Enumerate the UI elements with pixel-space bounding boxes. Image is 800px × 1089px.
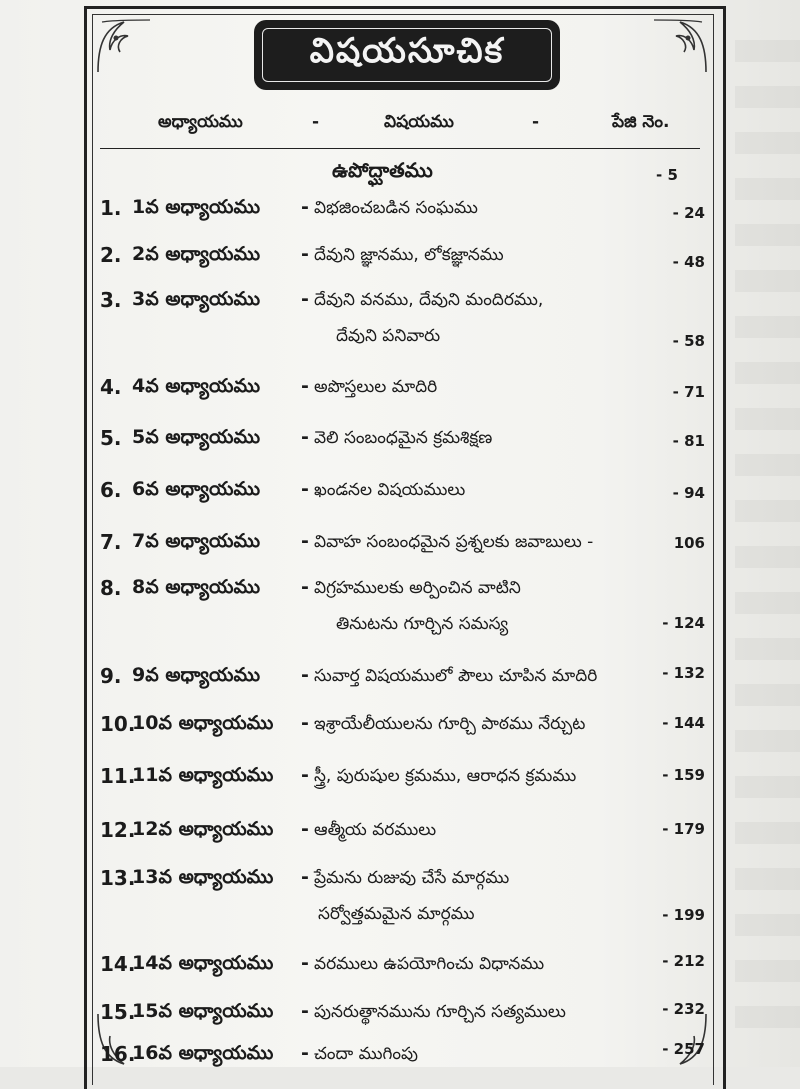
entry-number: 2. xyxy=(100,243,122,267)
entry-subject: ఖండనల విషయములు xyxy=(314,480,466,500)
toc-entry xyxy=(0,426,800,466)
entry-number: 4. xyxy=(100,375,122,399)
column-header-chapter: అధ్యాయము xyxy=(158,112,243,132)
corner-ornament-icon xyxy=(650,16,710,76)
entry-dash: - xyxy=(301,576,309,598)
entry-dash: - xyxy=(301,243,309,265)
entry-subject: వెలి సంబంధమైన క్రమశిక్షణ xyxy=(314,428,493,448)
entry-chapter: 12వ అధ్యాయము xyxy=(132,818,274,840)
toc-entry xyxy=(0,288,800,350)
entry-subject: విభజించబడిన సంఘము xyxy=(314,198,478,218)
entry-dash: - xyxy=(301,1042,309,1064)
entry-subject-continued: తినుటను గూర్చిన సమస్య xyxy=(336,614,509,634)
entry-number: 7. xyxy=(100,530,122,554)
toc-entry xyxy=(0,664,800,704)
entry-dash: - xyxy=(301,712,309,734)
entry-dash: - xyxy=(301,426,309,448)
entry-number: 8. xyxy=(100,576,122,600)
toc-entry xyxy=(0,764,800,804)
column-header-separator: - xyxy=(312,112,320,132)
entry-subject-continued: సర్వోత్తమమైన మార్గము xyxy=(318,904,475,924)
entry-page: - 24 xyxy=(672,204,705,222)
entry-page: 106 xyxy=(673,534,705,552)
toc-entry xyxy=(0,952,800,992)
intro-page-number: - 5 xyxy=(656,166,678,184)
entry-chapter: 15వ అధ్యాయము xyxy=(132,1000,274,1022)
entry-dash: - xyxy=(301,952,309,974)
entry-page: - 94 xyxy=(672,484,705,502)
column-header-separator: - xyxy=(532,112,540,132)
entry-number: 3. xyxy=(100,288,122,312)
entry-number: 13. xyxy=(100,866,136,890)
entry-number: 15. xyxy=(100,1000,136,1024)
toc-entry xyxy=(0,576,800,634)
entry-subject: స్త్రీ, పురుషుల క్రమము, ఆరాధన క్రమము xyxy=(314,766,577,786)
entry-chapter: 14వ అధ్యాయము xyxy=(132,952,274,974)
entry-page: - 48 xyxy=(672,253,705,271)
entry-dash: - xyxy=(301,664,309,686)
entry-chapter: 3వ అధ్యాయము xyxy=(132,288,261,310)
header-rule xyxy=(100,148,700,149)
entry-subject: దేవుని జ్ఞానము, లోకజ్ఞానము xyxy=(314,245,504,265)
entry-number: 5. xyxy=(100,426,122,450)
entry-page: - 81 xyxy=(672,432,705,450)
entry-subject: వివాహ సంబంధమైన ప్రశ్నలకు జవాబులు - xyxy=(314,532,594,552)
entry-page: - 159 xyxy=(662,766,705,784)
intro-label: ఉపోద్ఘాతము xyxy=(332,158,433,182)
entry-dash: - xyxy=(301,1000,309,1022)
entry-number: 14. xyxy=(100,952,136,976)
entry-page: - 232 xyxy=(662,1000,705,1018)
toc-entry xyxy=(0,1000,800,1040)
entry-dash: - xyxy=(301,764,309,786)
entry-subject: ఇశ్రాయేలీయులను గూర్చి పాఠము నేర్చుట xyxy=(314,714,586,734)
entry-dash: - xyxy=(301,818,309,840)
entry-number: 6. xyxy=(100,478,122,502)
entry-number: 11. xyxy=(100,764,136,788)
entry-page: - 212 xyxy=(662,952,705,970)
entry-chapter: 5వ అధ్యాయము xyxy=(132,426,261,448)
entry-page: - 71 xyxy=(672,383,705,401)
toc-entry xyxy=(0,530,800,570)
entry-subject: దేవుని వనము, దేవుని మందిరము, xyxy=(314,290,544,310)
entry-page: - 257 xyxy=(662,1042,705,1058)
entry-chapter: 16వ అధ్యాయము xyxy=(132,1042,274,1064)
entry-subject: ప్రేమను రుజువు చేసే మార్గము xyxy=(314,868,510,888)
entry-dash: - xyxy=(301,530,309,552)
toc-entry xyxy=(0,196,800,236)
entry-number: 9. xyxy=(100,664,122,688)
entry-dash: - xyxy=(301,375,309,397)
entry-chapter: 13వ అధ్యాయము xyxy=(132,866,274,888)
entry-subject: అపొస్తలుల మాదిరి xyxy=(314,377,438,397)
entry-page: - 58 xyxy=(672,332,705,350)
entry-subject: చందా ముగింపు xyxy=(314,1044,418,1064)
toc-entry xyxy=(0,1042,800,1067)
toc-entry xyxy=(0,478,800,518)
toc-entry xyxy=(0,712,800,752)
entry-subject: వరములు ఉపయోగించు విధానము xyxy=(314,954,545,974)
entry-number: 10. xyxy=(100,712,136,736)
toc-entry xyxy=(0,375,800,415)
entry-dash: - xyxy=(301,196,309,218)
entry-page: - 132 xyxy=(662,664,705,682)
entry-dash: - xyxy=(301,478,309,500)
entry-chapter: 1వ అధ్యాయము xyxy=(132,196,261,218)
page-title: విషయసూచిక xyxy=(309,31,505,71)
entry-chapter: 11వ అధ్యాయము xyxy=(132,764,274,786)
entry-page: - 179 xyxy=(662,820,705,838)
entry-chapter: 9వ అధ్యాయము xyxy=(132,664,261,686)
toc-entry xyxy=(0,866,800,924)
entry-page: - 144 xyxy=(662,714,705,732)
entry-dash: - xyxy=(301,288,309,310)
entry-chapter: 6వ అధ్యాయము xyxy=(132,478,261,500)
entry-number: 12. xyxy=(100,818,136,842)
toc-entry xyxy=(0,243,800,283)
entry-subject: ఆత్మీయ వరములు xyxy=(314,820,437,840)
toc-entry xyxy=(0,818,800,858)
entry-chapter: 8వ అధ్యాయము xyxy=(132,576,261,598)
entry-subject: విగ్రహములకు అర్పించిన వాటిని xyxy=(314,578,521,598)
title-banner xyxy=(256,22,558,88)
entry-subject: పునరుత్థానమును గూర్చిన సత్యములు xyxy=(314,1002,566,1022)
entry-chapter: 4వ అధ్యాయము xyxy=(132,375,261,397)
corner-ornament-icon xyxy=(94,16,154,76)
entry-subject-continued: దేవుని పనివారు xyxy=(336,326,441,346)
entry-chapter: 7వ అధ్యాయము xyxy=(132,530,261,552)
column-header-subject: విషయము xyxy=(384,112,454,132)
entry-number: 1. xyxy=(100,196,122,220)
column-header-page: పేజి నెం. xyxy=(612,112,670,132)
entry-page: - 199 xyxy=(662,906,705,924)
entry-chapter: 10వ అధ్యాయము xyxy=(132,712,274,734)
entry-dash: - xyxy=(301,866,309,888)
entry-page: - 124 xyxy=(662,614,705,632)
entry-chapter: 2వ అధ్యాయము xyxy=(132,243,261,265)
entry-number: 16. xyxy=(100,1042,136,1066)
entry-subject: సువార్త విషయములో పౌలు చూపిన మాదిరి xyxy=(314,666,598,686)
